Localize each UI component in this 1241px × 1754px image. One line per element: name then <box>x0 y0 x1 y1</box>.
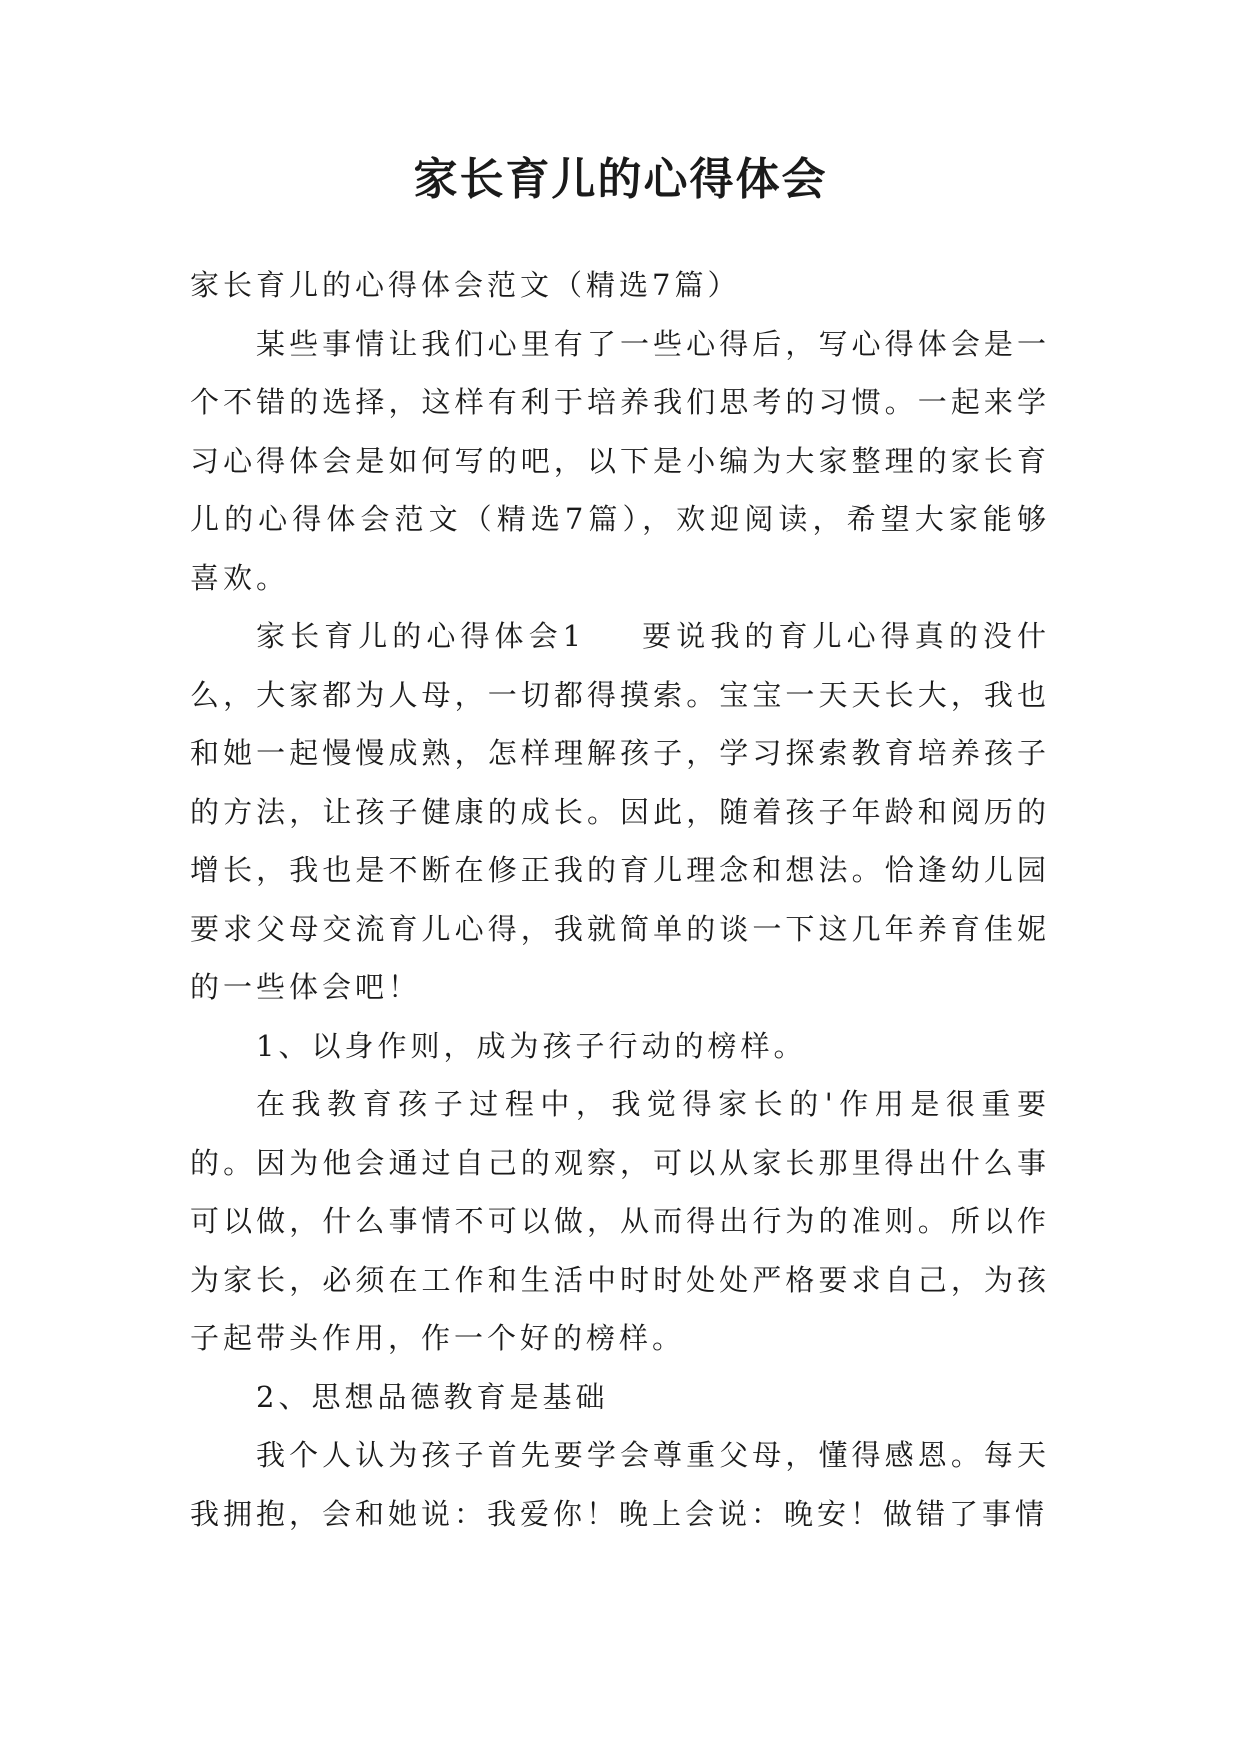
document-subtitle: 家长育儿的心得体会范文（精选7篇） <box>190 268 741 302</box>
section-1-text: 要说我的育儿心得真的没什么，大家都为人母，一切都得摸索。宝宝一天天长大，我也和她一起慢慢成熟，怎样理解孩子，学习探索教育培养孩子的方法，让孩子健康的成长。因此，随着孩子年龄和阅历的增长，我也是不断在修正我的育儿理念和想法。恰逢幼儿园要求父母交流育儿心得，我就简单的谈一下这几年养育佳妮的一些体会吧！ <box>190 619 1050 1004</box>
point-2-heading: 2、思想品德教育是基础 <box>256 1379 609 1414</box>
section-1-paragraph <box>190 607 1050 1017</box>
document-title: 家长育儿的心得体会 <box>413 154 828 205</box>
section-1-heading: 家长育儿的心得体会1 <box>256 619 586 653</box>
point-1-heading: 1、以身作则，成为孩子行动的榜样。 <box>256 1028 807 1063</box>
point-1-paragraph: 在我教育孩子过程中，我觉得家长的'作用是很重要的。因为他会通过自己的观察，可以从家长那里得出什么事可以做，什么事情不可以做，从而得出行为的准则。所以作为家长，必须在工作和生活中时时处处严格要求自己，为孩子起带头作用，作一个好的榜样。 <box>190 1087 1050 1355</box>
intro-paragraph: 某些事情让我们心里有了一些心得后，写心得体会是一个不错的选择，这样有利于培养我们思考的习惯。一起来学习心得体会是如何写的吧，以下是小编为大家整理的家长育儿的心得体会范文（精选7篇），欢迎阅读，希望大家能够喜欢。 <box>190 326 1050 595</box>
document-body <box>190 256 1050 1543</box>
point-2-paragraph: 我个人认为孩子首先要学会尊重父母，懂得感恩。每天我拥抱，会和她说：我爱你！晚上会说：晚安！做错了事情 <box>190 1438 1050 1531</box>
